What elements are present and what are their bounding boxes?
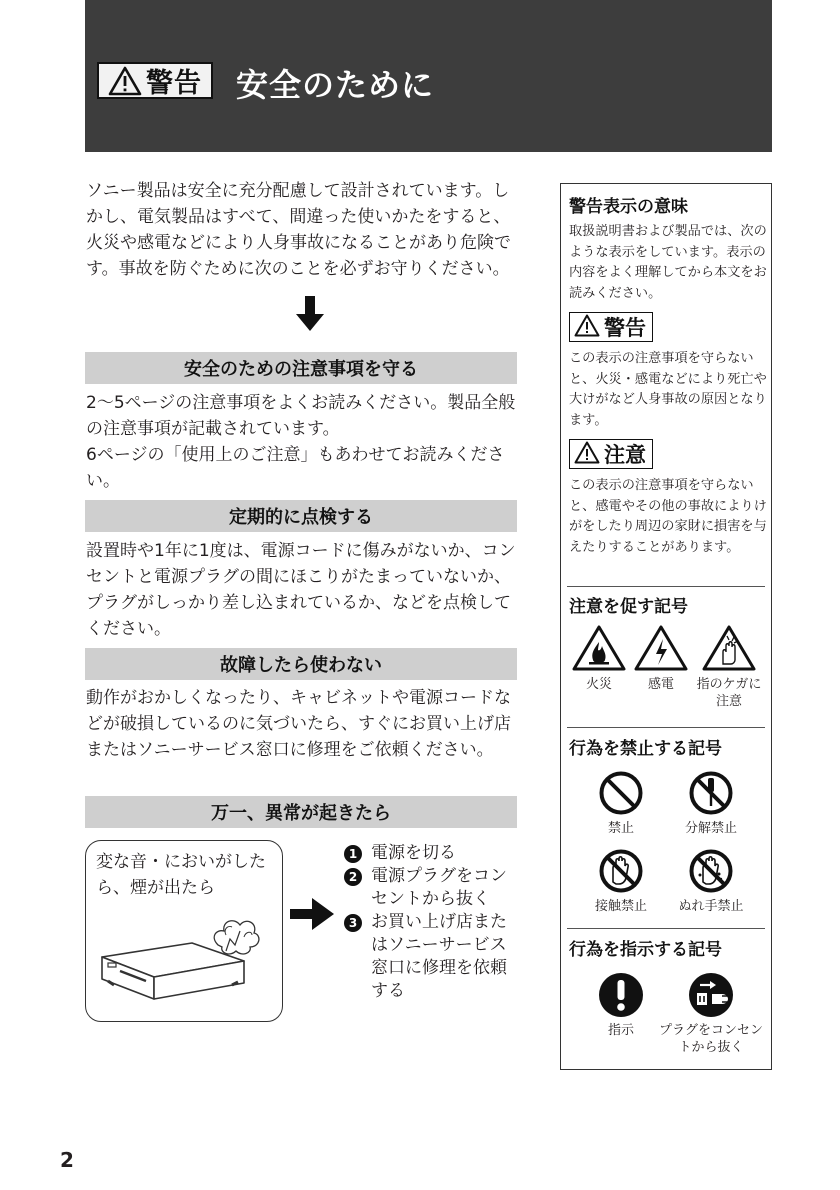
instruction-exclamation-icon xyxy=(598,972,644,1018)
symbol-label: 接触禁止 xyxy=(594,899,647,914)
alert-symbols-title: 注意を促す記号 xyxy=(569,597,688,617)
warning-label-box xyxy=(97,62,213,99)
warning-legend-sidebar xyxy=(560,183,772,1070)
symbol-label: ぬれ手禁止 xyxy=(678,899,744,914)
emergency-step xyxy=(344,842,520,865)
symbol-label: 指示 xyxy=(607,1023,634,1038)
down-arrow-icon xyxy=(296,296,324,336)
step-text: 電源を切る xyxy=(371,843,456,863)
step-number-badge: 3 xyxy=(344,914,362,932)
unplug-icon xyxy=(688,972,734,1018)
no-touch-icon xyxy=(598,848,644,894)
page-number: 2 xyxy=(60,1148,74,1172)
section-body-safety-notes xyxy=(86,390,518,494)
electric-shock-warning-icon xyxy=(633,624,689,672)
sidebar-title: 警告表示の意味 xyxy=(569,197,688,217)
symbol-label: 火災 xyxy=(585,677,612,692)
section-heading-emergency: 万一、異常が起きたら xyxy=(85,796,517,828)
emergency-step xyxy=(344,865,520,911)
no-disassembly-icon xyxy=(688,770,734,816)
prohibit-symbols-title: 行為を禁止する記号 xyxy=(569,739,722,759)
no-wet-hands-icon xyxy=(688,848,734,894)
symbol-label: 感電 xyxy=(647,677,674,692)
step-text: 電源プラグをコンセントから抜く xyxy=(371,866,507,909)
symbol-label: 指のケガに注意 xyxy=(696,677,762,709)
caution-triangle-icon xyxy=(574,441,600,468)
symbol-no-wet-hands xyxy=(669,848,753,915)
section-body-inspection xyxy=(86,538,518,642)
fire-warning-icon xyxy=(571,624,627,672)
divider xyxy=(567,928,765,929)
section-heading-malfunction: 故障したら使わない xyxy=(85,648,517,680)
section-body-malfunction xyxy=(86,685,518,763)
section-line: 設置時や1年に1度は、電源コードに傷みがないか、コンセントと電源プラグの間にほこりがたまっていないか、プラグがしっかり差し込まれているか、などを点検してください。 xyxy=(86,541,516,639)
symbol-unplug xyxy=(655,972,767,1056)
smoking-device-icon xyxy=(94,905,274,1017)
symbol-label: プラグをコンセントから抜く xyxy=(658,1023,763,1055)
section-line: 6ページの「使用上のご注意」もあわせてお読みください。 xyxy=(86,445,505,491)
intro-paragraph: ソニー製品は安全に充分配慮して設計されています。しかし、電気製品はすべて、間違った使いかたをすると、火災や感電などにより人身事故になることがあり危険です。事故を防ぐために次のことを必ずお守りください。 xyxy=(86,181,511,279)
symbol-instruction xyxy=(587,972,655,1039)
symbol-finger-injury xyxy=(695,624,763,710)
emergency-condition-text: 変な音・においがしたら、煙が出たら xyxy=(96,852,266,898)
step-number-badge: 2 xyxy=(344,868,362,886)
section-line: 動作がおかしくなったり、キャビネットや電源コードなどが破損しているのに気づいたら、すぐにお買い上げ店またはソニーサービス窓口に修理をご依頼ください。 xyxy=(86,688,511,760)
right-arrow-icon xyxy=(290,898,334,934)
symbol-label: 禁止 xyxy=(607,821,634,836)
divider xyxy=(567,727,765,728)
section-line: 2～5ページの注意事項をよくお読みください。製品全般の注意事項が記載されています。 xyxy=(86,393,516,439)
warning-triangle-icon xyxy=(574,314,600,341)
emergency-step xyxy=(344,911,520,1003)
warning-label: 警告 xyxy=(604,316,646,340)
step-number-badge: 1 xyxy=(344,845,362,863)
emergency-steps-list xyxy=(344,842,520,1003)
symbol-label: 分解禁止 xyxy=(684,821,737,836)
symbol-electric-shock xyxy=(631,624,691,693)
warning-triangle-icon xyxy=(108,66,142,96)
warning-label: 警告 xyxy=(146,68,202,99)
warning-description: この表示の注意事項を守らないと、火災・感電などにより死亡や大けがなど人身事故の原因となります。 xyxy=(569,351,767,428)
section-heading-safety-notes: 安全のための注意事項を守る xyxy=(85,352,517,384)
symbol-no-disassembly xyxy=(669,770,753,837)
symbol-no-touch xyxy=(587,848,655,915)
prohibited-icon xyxy=(598,770,644,816)
caution-description: この表示の注意事項を守らないと、感電やその他の事故によりけがをしたり周辺の家財に損害を与えたりすることがあります。 xyxy=(569,478,767,555)
sidebar-intro: 取扱説明書および製品では、次のような表示をしています。表示の内容をよく理解してから本文をお読みください。 xyxy=(569,224,767,301)
emergency-condition-box xyxy=(85,840,283,1022)
symbol-fire xyxy=(569,624,629,693)
finger-injury-warning-icon xyxy=(701,624,757,672)
divider xyxy=(567,586,765,587)
section-heading-inspection: 定期的に点検する xyxy=(85,500,517,532)
step-text: お買い上げ店またはソニーサービス窓口に修理を依頼する xyxy=(371,912,507,1001)
instruct-symbols-title: 行為を指示する記号 xyxy=(569,940,722,960)
caution-label: 注意 xyxy=(604,443,646,467)
warning-label-box xyxy=(569,312,653,342)
caution-label-box xyxy=(569,439,653,469)
symbol-prohibited xyxy=(587,770,655,837)
page-title: 安全のために xyxy=(236,66,435,104)
